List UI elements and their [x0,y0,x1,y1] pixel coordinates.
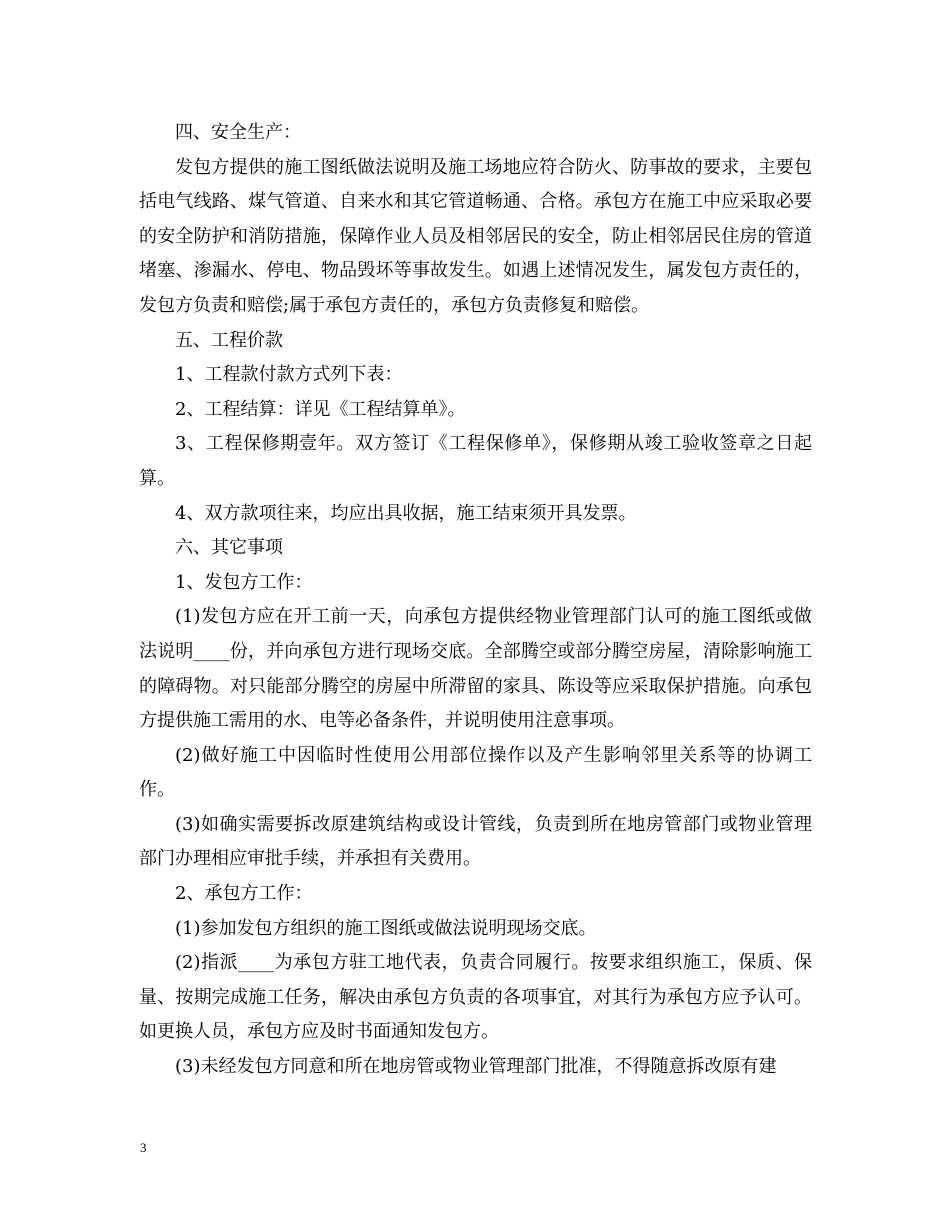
paragraph-contractor-item-1: (1)参加发包方组织的施工图纸或做法说明现场交底。 [175,917,597,939]
paragraph-contractor-item-2: (2)指派____为承包方驻工地代表，负责合同履行。按要求组织施工，保质、保量、按期完成施工任务，解决由承包方负责的各项事宜，对其行为承包方应予认可。如更换人员，承包方应及时书面通知发包方。 [139,952,812,1043]
paragraph-safety-text: 发包方提供的施工图纸做法说明及施工场地应符合防火、防事故的要求，主要包括电气线路、煤气管道、自来水和其它管道畅通、合格。承包方在施工中应采取必要的安全防护和消防措施，保障作业人员及相邻居民的安全，防止相邻居民住房的管道堵塞、渗漏水、停电、物品毁坏等事故发生。如遇上述情况发生，属发包方责任的，发包方负责和赔偿;属于承包方责任的，承包方负责修复和赔偿。 [139,156,812,316]
section-heading-price: 五、工程价款 [175,329,283,351]
paragraph-settlement: 2、工程结算：详见《工程结算单》。 [175,398,466,420]
paragraph-client-item-3: (3)如确实需要拆改原建筑结构或设计管线，负责到所在地房管部门或物业管理部门办理相应审批手续，并承担有关费用。 [139,813,812,870]
paragraph-receipts: 4、双方款项往来，均应出具收据，施工结束须开具发票。 [175,502,637,524]
document-body [139,116,812,1085]
paragraph-warranty: 3、工程保修期壹年。双方签订《工程保修单》，保修期从竣工验收签章之日起算。 [139,433,812,489]
paragraph-contractor-item-3: (3)未经发包方同意和所在地房管或物业管理部门批准，不得随意拆改原有建 [175,1056,777,1078]
section-heading-safety: 四、安全生产： [175,122,301,143]
subheading-contractor-work: 2、承包方工作： [175,883,313,905]
page-number: 3 [140,1140,147,1155]
subheading-client-work: 1、发包方工作： [175,571,313,593]
section-heading-other: 六、其它事项 [175,537,283,559]
paragraph-client-item-2: (2)做好施工中因临时性使用公用部位操作以及产生影响邻里关系等的协调工作。 [139,744,812,801]
paragraph-client-item-1: (1)发包方应在开工前一天，向承包方提供经物业管理部门认可的施工图纸或做法说明____份，并向承包方进行现场交底。全部腾空或部分腾空房屋，清除影响施工的障碍物。对只能部分腾空的房屋中所滞留的家具、陈设等应采取保护措施。向承包方提供施工需用的水、电等必备条件，并说明使用注意事项。 [139,606,812,732]
paragraph-payment-method: 1、工程款付款方式列下表： [175,364,403,386]
